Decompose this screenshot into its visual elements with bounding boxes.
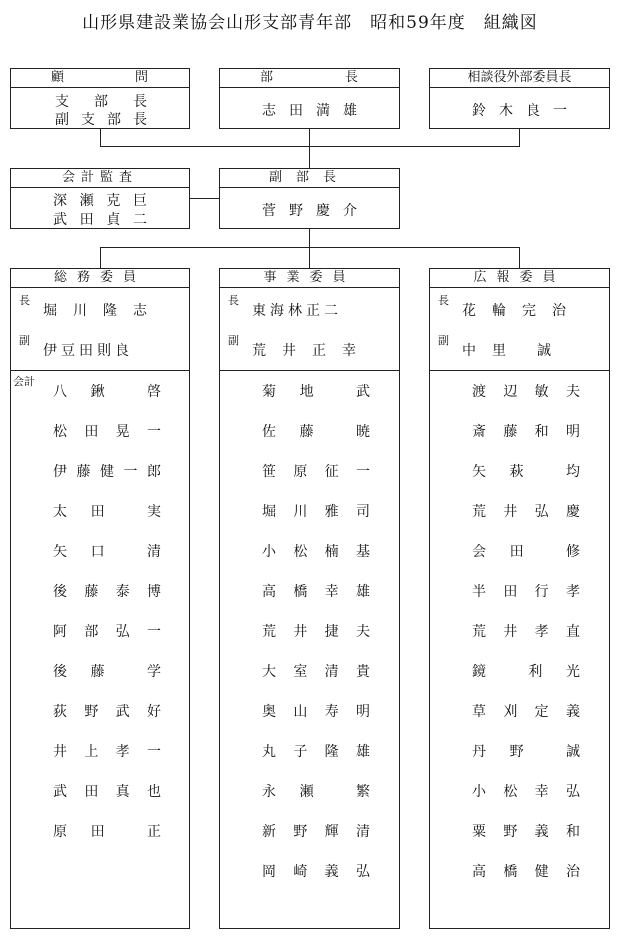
consult-name-char: 一 xyxy=(553,103,567,119)
committee-pr-box xyxy=(429,268,610,929)
committee-member: 会 田 修 xyxy=(472,544,580,560)
committee-vice-name: 伊豆田則良 xyxy=(43,343,133,359)
advisor-line1-char: 長 xyxy=(133,94,147,110)
connector-consult-down xyxy=(519,128,520,147)
committee-member: 八 鍬 啓 xyxy=(53,384,161,400)
committee-member: 丹 野 誠 xyxy=(472,744,580,760)
vice-name-char: 介 xyxy=(343,203,357,219)
committee-member: 荒井弘慶 xyxy=(472,504,580,520)
audit-header: 会計監査 xyxy=(11,169,189,188)
advisor-line2-char: 長 xyxy=(133,112,147,128)
chief-name-char: 雄 xyxy=(343,103,357,119)
connector-vice-down xyxy=(309,228,310,269)
committee-member: 後藤泰博 xyxy=(53,584,161,600)
advisor-line2 xyxy=(11,109,189,129)
advisor-line1-char: 部 xyxy=(94,94,108,110)
committee-member: 荻野武好 xyxy=(53,704,161,720)
connector-audit-bar xyxy=(189,198,220,199)
audit-name-2 xyxy=(11,209,189,229)
consult-name-char: 良 xyxy=(526,103,540,119)
vice-role-label: 副 xyxy=(19,334,30,347)
committee-member: 伊藤健一郎 xyxy=(53,464,161,480)
committee-member: 菊 地 武 xyxy=(262,384,370,400)
connector-committee3-down xyxy=(519,247,520,269)
committee-divider xyxy=(11,370,190,371)
committee-member: 武田真也 xyxy=(53,784,161,800)
committee-member: 原 田 正 xyxy=(53,824,161,840)
committee-member: 佐 藤 暁 xyxy=(262,424,370,440)
committee-vice-name: 荒 井 正 幸 xyxy=(252,343,357,359)
committee-vice-name: 中 里 誠 xyxy=(462,343,552,359)
connector-committee1-down xyxy=(100,247,101,269)
committee-member: 笹原征一 xyxy=(262,464,370,480)
vice-name xyxy=(220,200,399,220)
advisor-line2-char: 副 xyxy=(55,112,69,128)
audit-name-char: 深 xyxy=(53,193,67,209)
committee-member: 高橋健治 xyxy=(472,864,580,880)
vice-box xyxy=(219,168,400,229)
audit-name-char: 克 xyxy=(106,193,121,209)
chief-name-char: 満 xyxy=(316,103,330,119)
advisor-box xyxy=(10,68,190,129)
committee-member: 荒井捷夫 xyxy=(262,624,370,640)
committee-business-box xyxy=(219,268,400,929)
advisor-header xyxy=(11,69,189,88)
consult-name-char: 鈴 xyxy=(472,103,486,119)
committee-member: 阿部弘一 xyxy=(53,624,161,640)
connector-top-bar xyxy=(100,146,520,147)
committee-member: 後 藤 学 xyxy=(53,664,161,680)
advisor-header-right: 問 xyxy=(134,70,149,85)
committee-member: 渡辺敏夫 xyxy=(472,384,580,400)
advisor-header-left: 顧 xyxy=(51,70,66,85)
committee-member: 草刈定義 xyxy=(472,704,580,720)
committee-member: 半田行孝 xyxy=(472,584,580,600)
committee-member: 斎藤和明 xyxy=(472,424,580,440)
committee-member: 松田晃一 xyxy=(53,424,161,440)
advisor-line1 xyxy=(11,91,189,111)
page-title: 山形県建設業協会山形支部青年部 昭和59年度 組織図 xyxy=(82,13,538,33)
committee-member: 永 瀬 繁 xyxy=(262,784,370,800)
connector-committee-bar xyxy=(100,247,520,248)
chief-name-char: 志 xyxy=(262,103,276,119)
committee-header: 広報委員 xyxy=(430,269,609,288)
consult-name xyxy=(430,100,609,120)
audit-name-char: 二 xyxy=(132,212,147,228)
advisor-line2-char: 支 xyxy=(81,112,95,128)
committee-member: 矢 萩 均 xyxy=(472,464,580,480)
advisor-line1-char: 支 xyxy=(55,94,69,110)
committee-member: 鏡 利 光 xyxy=(472,664,580,680)
advisor-line2-char: 部 xyxy=(107,112,121,128)
vice-header: 副部長 xyxy=(220,169,399,188)
vice-name-char: 菅 xyxy=(262,203,276,219)
chief-header-right: 長 xyxy=(344,70,359,85)
committee-member: 高橋幸雄 xyxy=(262,584,370,600)
connector-advisor-down xyxy=(100,128,101,147)
chair-role-label: 長 xyxy=(228,294,239,307)
consult-name-char: 木 xyxy=(499,103,513,119)
committee-member: 奥山寿明 xyxy=(262,704,370,720)
audit-name-char: 瀬 xyxy=(79,193,94,209)
vice-role-label: 副 xyxy=(438,334,449,347)
audit-name-char: 田 xyxy=(79,212,94,228)
chair-role-label: 長 xyxy=(19,294,30,307)
committee-header: 総務委員 xyxy=(11,269,189,288)
consult-header: 相談役外部委員長 xyxy=(430,69,609,88)
committee-chair-name: 堀 川 隆 志 xyxy=(43,303,148,319)
audit-name-char: 巨 xyxy=(132,193,147,209)
committee-member: 荒井孝直 xyxy=(472,624,580,640)
chief-header xyxy=(220,69,399,88)
committee-chair-name: 東海林正二 xyxy=(252,303,342,319)
committee-member: 井上孝一 xyxy=(53,744,161,760)
chief-name xyxy=(220,100,399,120)
committee-member: 丸子隆雄 xyxy=(262,744,370,760)
committee-general-box xyxy=(10,268,190,929)
chair-role-label: 長 xyxy=(438,294,449,307)
committee-member: 堀川雅司 xyxy=(262,504,370,520)
audit-name-1 xyxy=(11,190,189,210)
chief-name-char: 田 xyxy=(289,103,303,119)
audit-box xyxy=(10,168,190,229)
committee-member: 岡崎義弘 xyxy=(262,864,370,880)
committee-member: 太 田 実 xyxy=(53,504,161,520)
audit-name-char: 武 xyxy=(53,212,67,228)
committee-member: 矢 口 清 xyxy=(53,544,161,560)
chief-box xyxy=(219,68,400,129)
consult-box xyxy=(429,68,610,129)
committee-member: 小松楠基 xyxy=(262,544,370,560)
committee-member: 粟野義和 xyxy=(472,824,580,840)
vice-role-label: 副 xyxy=(228,334,239,347)
committee-chair-name: 花 輪 完 治 xyxy=(462,303,567,319)
committee-header: 事業委員 xyxy=(220,269,399,288)
vice-name-char: 慶 xyxy=(316,203,330,219)
committee-divider xyxy=(220,370,400,371)
connector-chief-down xyxy=(309,128,310,169)
committee-member: 新野輝清 xyxy=(262,824,370,840)
committee-member: 大室清貴 xyxy=(262,664,370,680)
committee-divider xyxy=(430,370,610,371)
acct-role-label: 会計 xyxy=(13,375,35,388)
vice-name-char: 野 xyxy=(289,203,303,219)
chief-header-left: 部 xyxy=(260,70,275,85)
committee-member: 小松幸弘 xyxy=(472,784,580,800)
audit-name-char: 貞 xyxy=(106,212,121,228)
